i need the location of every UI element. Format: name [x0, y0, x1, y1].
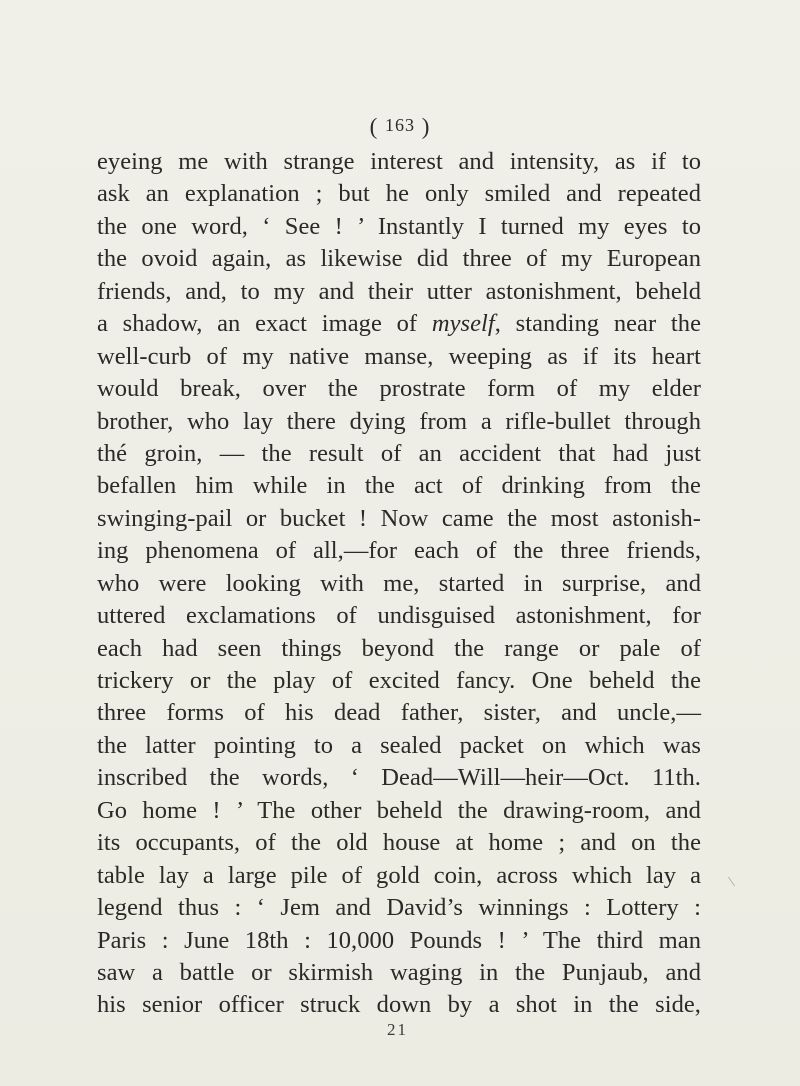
page-number-close: ) — [415, 114, 431, 139]
text-line: three forms of his dead father, sister, and uncle,— — [97, 699, 701, 727]
paper-blemish — [728, 877, 735, 887]
text-line: befallen him while in the act of drinking from the — [97, 472, 701, 500]
body-text — [97, 146, 701, 1022]
text-line: the ovoid again, as likewise did three of my European — [97, 245, 701, 273]
text-line: its occupants, of the old house at home ; and on the — [97, 829, 701, 857]
text-line: each had seen things beyond the range or pale of — [97, 634, 701, 662]
text-line: would break, over the prostrate form of my elder — [97, 375, 701, 403]
page-number-value: 163 — [385, 115, 415, 135]
text-line: Paris : June 18th : 10,000 Pounds ! ’ The third man — [97, 926, 701, 954]
text-line: ing phenomena of all,—for each of the three friends, — [97, 537, 701, 565]
text-line: saw a battle or skirmish waging in the Punjaub, and — [97, 958, 701, 986]
text-line: legend thus : ‘ Jem and David’s winnings : Lottery : — [97, 894, 701, 922]
text-line: well-curb of my native manse, weeping as if its heart — [97, 342, 701, 370]
text-line: the one word, ‘ See ! ’ Instantly I turned my eyes to — [97, 212, 701, 240]
emphasized-word: myself — [431, 310, 495, 338]
text-line: uttered exclamations of undisguised astonishment, for — [97, 602, 701, 630]
text-line: eyeing me with strange interest and intensity, as if to — [97, 148, 701, 175]
text-line: swinging-pail or bucket ! Now came the most astonish- — [97, 504, 701, 532]
text-line: inscribed the words, ‘ Dead—Will—heir—Oct. 11th. — [97, 764, 701, 792]
text-line: the latter pointing to a sealed packet on which was — [97, 731, 701, 759]
text-line: trickery or the play of excited fancy. One beheld the — [97, 667, 701, 694]
page-number — [0, 114, 800, 140]
text-line: table lay a large pile of gold coin, across which lay a — [97, 861, 701, 889]
text-line: ask an explanation ; but he only smiled and repeated — [97, 180, 701, 208]
text-line: thé groin, — the result of an accident that had just — [97, 439, 701, 467]
text-line: Go home ! ’ The other beheld the drawing-room, and — [97, 796, 701, 824]
signature-mark: 21 — [387, 1020, 408, 1039]
text-line: who were looking with me, started in surprise, and — [97, 569, 701, 597]
text-line: his senior officer struck down by a shot in the side, — [97, 991, 701, 1019]
page-number-open: ( — [369, 114, 385, 139]
text-line: friends, and, to my and their utter astonishment, beheld — [97, 277, 701, 305]
text-line: a shadow, an exact image of myself, standing near the — [97, 310, 701, 338]
text-line: brother, who lay there dying from a rifle-bullet through — [97, 407, 701, 435]
